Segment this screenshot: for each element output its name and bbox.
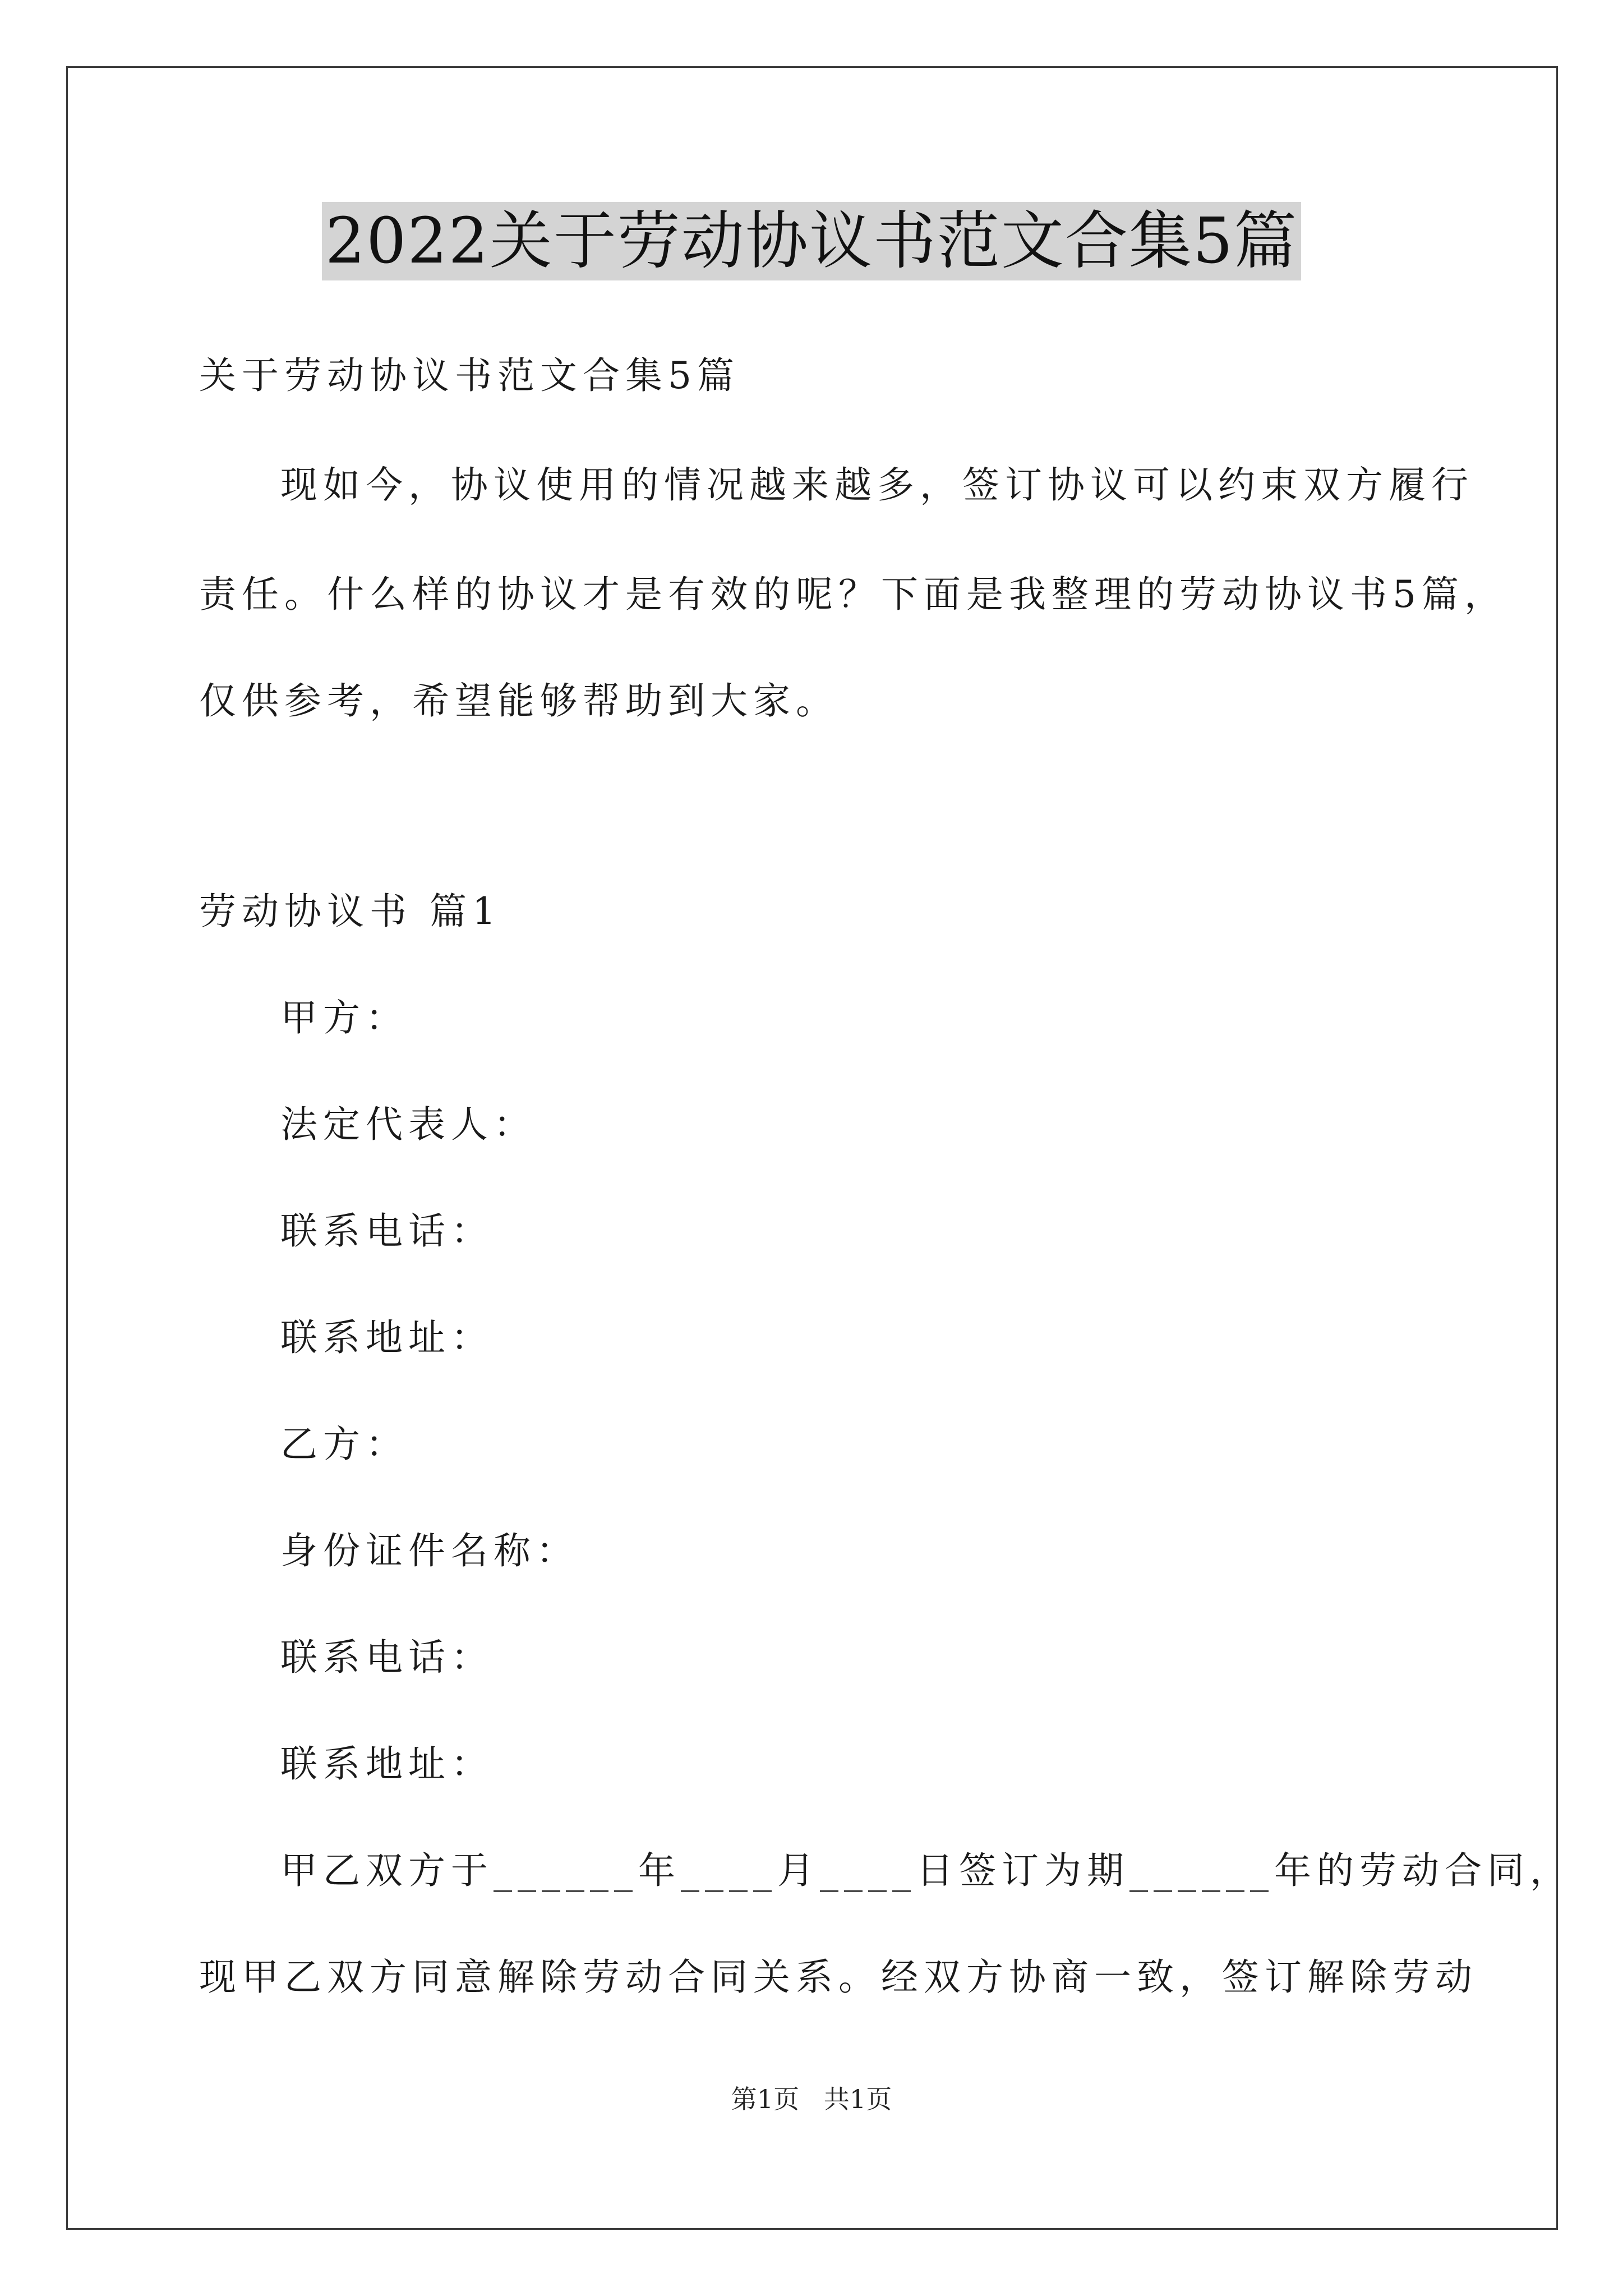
intro-paragraph-line-3: 仅供参考，希望能够帮助到大家。 bbox=[199, 679, 838, 723]
party-b-phone-label: 联系电话： bbox=[280, 1636, 494, 1679]
party-a-label: 甲方： bbox=[280, 996, 408, 1039]
agreement-paragraph-line-2: 现甲乙双方同意解除劳动合同关系。经双方协商一致，签订解除劳动 bbox=[199, 1955, 1478, 1999]
intro-paragraph-line-1: 现如今，协议使用的情况越来越多，签订协议可以约束双方履行 bbox=[280, 463, 1474, 507]
party-b-label: 乙方： bbox=[280, 1423, 408, 1466]
party-b-address-label: 联系地址： bbox=[280, 1742, 494, 1786]
party-a-address-label: 联系地址： bbox=[280, 1316, 494, 1359]
intro-paragraph-line-2: 责任。什么样的协议才是有效的呢？下面是我整理的劳动协议书5篇， bbox=[199, 573, 1507, 616]
page-number-footer: 第1页 共1页 bbox=[731, 2084, 892, 2114]
party-a-phone-label: 联系电话： bbox=[280, 1209, 494, 1253]
document-title: 2022关于劳动协议书范文合集5篇 bbox=[322, 202, 1301, 280]
title-container bbox=[0, 202, 1623, 280]
legal-representative-label: 法定代表人： bbox=[280, 1103, 536, 1146]
subtitle-line: 关于劳动协议书范文合集5篇 bbox=[199, 354, 740, 397]
section-heading: 劳动协议书 篇1 bbox=[199, 890, 501, 933]
id-document-label: 身份证件名称： bbox=[280, 1529, 579, 1572]
agreement-paragraph-line-1: 甲乙双方于______年____月____日签订为期______年的劳动合同， bbox=[280, 1849, 1573, 1892]
